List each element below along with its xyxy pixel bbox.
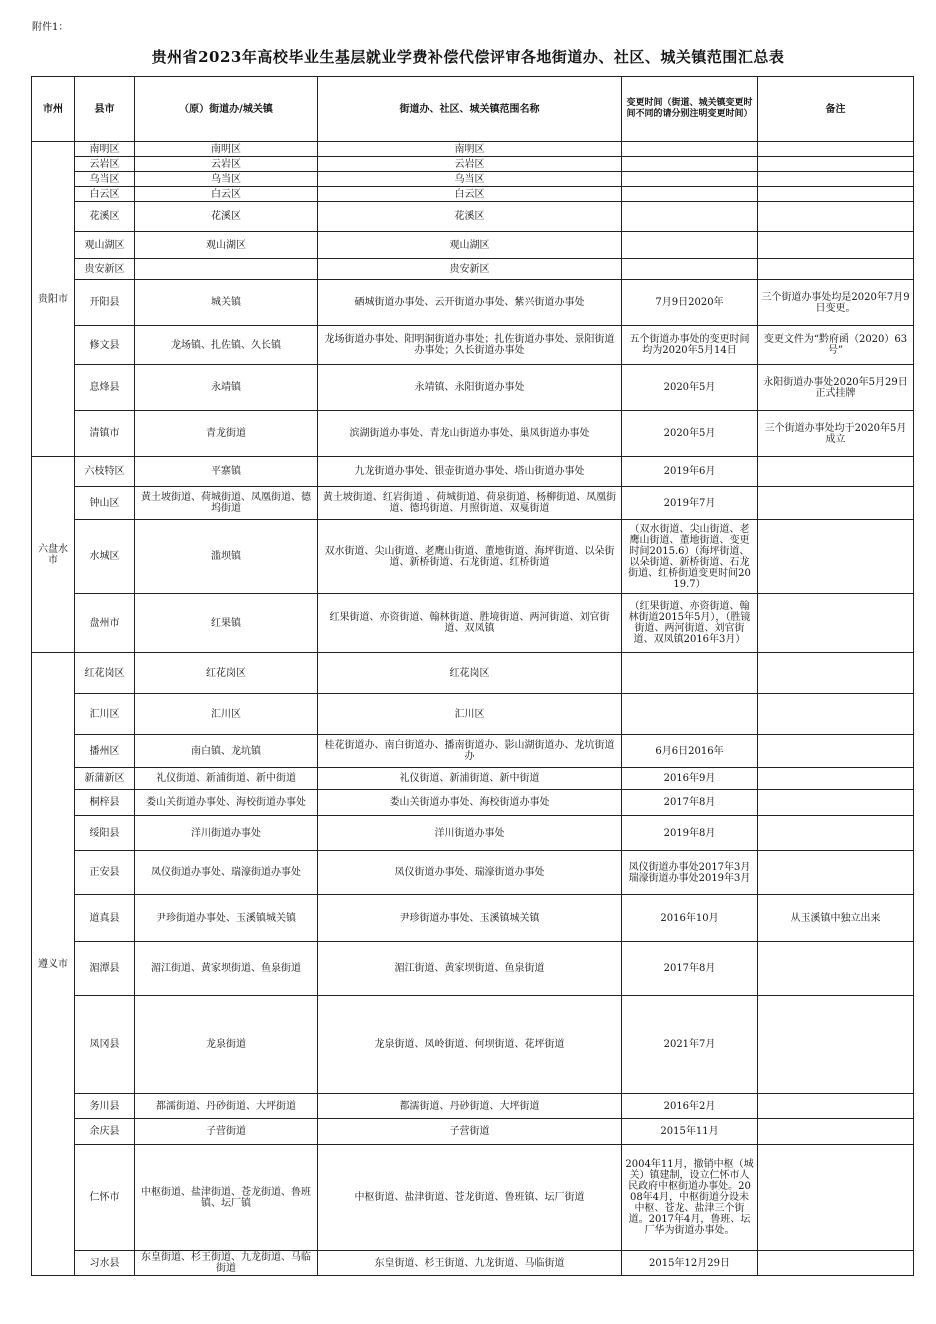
table-row xyxy=(32,365,914,411)
cell-original: 红花岗区 xyxy=(135,653,318,694)
cell-city: 贵阳市 xyxy=(32,142,75,457)
cell-scope: 龙泉街道、凤岭街道、何坝街道、花坪街道 xyxy=(318,996,622,1094)
table-row xyxy=(32,520,914,594)
cell-change-time: 2015年12月29日 xyxy=(622,1251,758,1276)
cell-change-time: 2019年6月 xyxy=(622,457,758,487)
cell-county: 仁怀市 xyxy=(75,1145,135,1251)
cell-change-time: 2020年5月 xyxy=(622,365,758,411)
cell-scope: 双水街道、尖山街道、老鹰山街道、董地街道、海坪街道、以朵街道、新桥街道、石龙街道、红桥街道 xyxy=(318,520,622,594)
cell-original: 都濡街道、丹砂街道、大坪街道 xyxy=(135,1094,318,1119)
table-row xyxy=(32,142,914,157)
table-row xyxy=(32,790,914,816)
cell-change-time: 2020年5月 xyxy=(622,411,758,457)
cell-scope: 中枢街道、盐津街道、苍龙街道、鲁班镇、坛厂街道 xyxy=(318,1145,622,1251)
cell-scope: 乌当区 xyxy=(318,172,622,187)
cell-scope: 花溪区 xyxy=(318,202,622,232)
cell-note xyxy=(758,1145,914,1251)
cell-note: 从玉溪镇中独立出来 xyxy=(758,895,914,942)
table-row xyxy=(32,202,914,232)
cell-original: 白云区 xyxy=(135,187,318,202)
cell-county: 六枝特区 xyxy=(75,457,135,487)
table-row xyxy=(32,694,914,735)
cell-note xyxy=(758,1119,914,1145)
cell-original: 东皇街道、杉王街道、九龙街道、马临街道 xyxy=(135,1251,318,1276)
cell-note xyxy=(758,653,914,694)
cell-original: 南明区 xyxy=(135,142,318,157)
cell-scope: 子营街道 xyxy=(318,1119,622,1145)
cell-original: 凤仪街道办事处、瑞濠街道办事处 xyxy=(135,851,318,895)
cell-original: 礼仪街道、新浦街道、新中街道 xyxy=(135,768,318,790)
cell-scope: 永靖镇、永阳街道办事处 xyxy=(318,365,622,411)
cell-original: 青龙街道 xyxy=(135,411,318,457)
header-scope: 街道办、社区、城关镇范围名称 xyxy=(318,77,622,142)
attachment-label: 附件1： xyxy=(32,22,69,33)
table-row xyxy=(32,280,914,326)
cell-change-time: 2016年10月 xyxy=(622,895,758,942)
table-row xyxy=(32,594,914,653)
cell-change-time xyxy=(622,142,758,157)
cell-original: 洋川街道办事处 xyxy=(135,816,318,851)
cell-county: 花溪区 xyxy=(75,202,135,232)
cell-original: 黄土坡街道、荷城街道、凤凰街道、德坞街道 xyxy=(135,487,318,520)
cell-change-time: （红果街道、亦资街道、翰林街道2015年5月），（胜镜街道、两河街道、刘官街道、双凤镇2016年3月） xyxy=(622,594,758,653)
cell-change-time: 五个街道办事处的变更时间均为2020年5月14日 xyxy=(622,326,758,365)
cell-note xyxy=(758,594,914,653)
cell-change-time: 2004年11月，撤销中枢（城关）镇建制，设立仁怀市人民政府中枢街道办事处。2008年4月，中枢街道分设未中枢、苍龙、盐津三个街道。2017年4月，鲁班、坛厂华为街道办事处。 xyxy=(622,1145,758,1251)
cell-note xyxy=(758,942,914,996)
table-row xyxy=(32,457,914,487)
cell-note xyxy=(758,996,914,1094)
cell-county: 汇川区 xyxy=(75,694,135,735)
cell-change-time: 2019年7月 xyxy=(622,487,758,520)
table-row xyxy=(32,851,914,895)
table-row xyxy=(32,172,914,187)
cell-scope: 桂花街道办、南白街道办、播南街道办、影山湖街道办、龙坑街道办 xyxy=(318,735,622,768)
cell-note xyxy=(758,694,914,735)
cell-scope: 滨湖街道办事处、青龙山街道办事处、巢凤街道办事处 xyxy=(318,411,622,457)
cell-change-time: 2016年2月 xyxy=(622,1094,758,1119)
cell-note xyxy=(758,202,914,232)
cell-original: 永靖镇 xyxy=(135,365,318,411)
cell-original: 城关镇 xyxy=(135,280,318,326)
cell-county: 南明区 xyxy=(75,142,135,157)
table-row xyxy=(32,326,914,365)
cell-original: 龙泉街道 xyxy=(135,996,318,1094)
table-body xyxy=(32,142,914,1276)
cell-change-time: （双水街道、尖山街道、老鹰山街道、董地街道、变更时间2015.6）（海坪街道、以朵街道、新桥街道、石龙街道、红桥街道变更时间2019.7） xyxy=(622,520,758,594)
table-row xyxy=(32,187,914,202)
cell-note: 三个街道办事处均是2020年7月9日变更。 xyxy=(758,280,914,326)
cell-original: 中枢街道、盐津街道、苍龙街道、鲁班镇、坛厂镇 xyxy=(135,1145,318,1251)
cell-scope: 云岩区 xyxy=(318,157,622,172)
table-row xyxy=(32,1251,914,1276)
cell-county: 云岩区 xyxy=(75,157,135,172)
cell-scope: 凤仪街道办事处、瑞濠街道办事处 xyxy=(318,851,622,895)
cell-original: 滥坝镇 xyxy=(135,520,318,594)
cell-change-time xyxy=(622,202,758,232)
cell-note: 三个街道办事处均于2020年5月成立 xyxy=(758,411,914,457)
cell-scope: 湄江街道、黄家坝街道、鱼泉街道 xyxy=(318,942,622,996)
cell-change-time xyxy=(622,653,758,694)
cell-note xyxy=(758,187,914,202)
cell-county: 湄潭县 xyxy=(75,942,135,996)
cell-change-time xyxy=(622,694,758,735)
cell-city: 六盘水市 xyxy=(32,457,75,653)
cell-note xyxy=(758,142,914,157)
table-row xyxy=(32,411,914,457)
cell-scope: 观山湖区 xyxy=(318,232,622,259)
summary-table xyxy=(31,76,914,1276)
cell-note xyxy=(758,232,914,259)
cell-scope: 娄山关街道办事处、海校街道办事处 xyxy=(318,790,622,816)
cell-scope: 洋川街道办事处 xyxy=(318,816,622,851)
cell-change-time xyxy=(622,157,758,172)
cell-note xyxy=(758,1094,914,1119)
table-row xyxy=(32,1145,914,1251)
cell-original: 花溪区 xyxy=(135,202,318,232)
table-row xyxy=(32,735,914,768)
cell-change-time: 7月9日2020年 xyxy=(622,280,758,326)
cell-change-time xyxy=(622,259,758,280)
cell-scope: 硒城街道办事处、云开街道办事处、紫兴街道办事处 xyxy=(318,280,622,326)
cell-county: 盘州市 xyxy=(75,594,135,653)
cell-county: 新蒲新区 xyxy=(75,768,135,790)
cell-change-time: 6月6日2016年 xyxy=(622,735,758,768)
cell-change-time xyxy=(622,232,758,259)
table-row xyxy=(32,157,914,172)
header-city: 市州 xyxy=(32,77,75,142)
cell-county: 观山湖区 xyxy=(75,232,135,259)
cell-county: 务川县 xyxy=(75,1094,135,1119)
cell-scope: 都濡街道、丹砂街道、大坪街道 xyxy=(318,1094,622,1119)
cell-note xyxy=(758,1251,914,1276)
cell-change-time: 2016年9月 xyxy=(622,768,758,790)
cell-county: 水城区 xyxy=(75,520,135,594)
header-change-time: 变更时间（街道、城关镇变更时间不同的请分别注明变更时间） xyxy=(622,77,758,142)
cell-original: 子营街道 xyxy=(135,1119,318,1145)
table-row xyxy=(32,942,914,996)
cell-scope: 礼仪街道、新浦街道、新中街道 xyxy=(318,768,622,790)
cell-county: 绥阳县 xyxy=(75,816,135,851)
cell-note xyxy=(758,735,914,768)
table-row xyxy=(32,653,914,694)
cell-scope: 尹珍街道办事处、玉溪镇城关镇 xyxy=(318,895,622,942)
cell-original: 云岩区 xyxy=(135,157,318,172)
cell-original: 观山湖区 xyxy=(135,232,318,259)
cell-note xyxy=(758,768,914,790)
document-title: 贵州省2023年高校毕业生基层就业学费补偿代偿评审各地街道办、社区、城关镇范围汇总表 xyxy=(151,48,785,66)
header-original: （原）街道办/城关镇 xyxy=(135,77,318,142)
cell-scope: 红果街道、亦资街道、翰林街道、胜境街道、两河街道、刘官街道、双凤镇 xyxy=(318,594,622,653)
cell-scope: 东皇街道、杉王街道、九龙街道、马临街道 xyxy=(318,1251,622,1276)
table-row xyxy=(32,816,914,851)
cell-original xyxy=(135,259,318,280)
cell-original: 汇川区 xyxy=(135,694,318,735)
table-row xyxy=(32,259,914,280)
cell-note: 永阳街道办事处2020年5月29日正式挂牌 xyxy=(758,365,914,411)
cell-note xyxy=(758,790,914,816)
cell-county: 白云区 xyxy=(75,187,135,202)
cell-county: 乌当区 xyxy=(75,172,135,187)
cell-scope: 九龙街道办事处、银壶街道办事处、塔山街道办事处 xyxy=(318,457,622,487)
cell-scope: 南明区 xyxy=(318,142,622,157)
cell-change-time: 2017年8月 xyxy=(622,942,758,996)
cell-change-time xyxy=(622,172,758,187)
cell-scope: 汇川区 xyxy=(318,694,622,735)
cell-county: 修文县 xyxy=(75,326,135,365)
cell-original: 尹珍街道办事处、玉溪镇城关镇 xyxy=(135,895,318,942)
cell-original: 龙场镇、扎佐镇、久长镇 xyxy=(135,326,318,365)
cell-county: 清镇市 xyxy=(75,411,135,457)
header-row xyxy=(32,77,914,142)
table-row xyxy=(32,996,914,1094)
cell-change-time xyxy=(622,187,758,202)
table-row xyxy=(32,1119,914,1145)
header-note: 备注 xyxy=(758,77,914,142)
cell-original: 红果镇 xyxy=(135,594,318,653)
cell-county: 正安县 xyxy=(75,851,135,895)
cell-county: 息烽县 xyxy=(75,365,135,411)
cell-county: 播州区 xyxy=(75,735,135,768)
cell-original: 乌当区 xyxy=(135,172,318,187)
table-row xyxy=(32,1094,914,1119)
table-row xyxy=(32,487,914,520)
cell-county: 钟山区 xyxy=(75,487,135,520)
cell-county: 开阳县 xyxy=(75,280,135,326)
cell-county: 贵安新区 xyxy=(75,259,135,280)
cell-change-time: 2019年8月 xyxy=(622,816,758,851)
cell-scope: 白云区 xyxy=(318,187,622,202)
cell-change-time: 凤仪街道办事处2017年3月瑞濠街道办事处2019年3月 xyxy=(622,851,758,895)
cell-change-time: 2021年7月 xyxy=(622,996,758,1094)
cell-scope: 黄土坡街道、红岩街道 、荷城街道、荷泉街道、杨柳街道、凤凰街道、德坞街道、月照街道、双戛街道 xyxy=(318,487,622,520)
cell-county: 道真县 xyxy=(75,895,135,942)
cell-note xyxy=(758,851,914,895)
cell-change-time: 2015年11月 xyxy=(622,1119,758,1145)
cell-note xyxy=(758,157,914,172)
cell-county: 桐梓县 xyxy=(75,790,135,816)
cell-change-time: 2017年8月 xyxy=(622,790,758,816)
cell-original: 南白镇、龙坑镇 xyxy=(135,735,318,768)
cell-original: 平寨镇 xyxy=(135,457,318,487)
cell-scope: 红花岗区 xyxy=(318,653,622,694)
table-row xyxy=(32,232,914,259)
cell-county: 习水县 xyxy=(75,1251,135,1276)
cell-original: 湄江街道、黄家坝街道、鱼泉街道 xyxy=(135,942,318,996)
table-row xyxy=(32,768,914,790)
cell-county: 余庆县 xyxy=(75,1119,135,1145)
cell-note xyxy=(758,172,914,187)
table-row xyxy=(32,895,914,942)
cell-scope: 龙场街道办事处、阳明洞街道办事处；扎佐街道办事处、景阳街道办事处；久长街道办事处 xyxy=(318,326,622,365)
cell-original: 娄山关街道办事处、海校街道办事处 xyxy=(135,790,318,816)
cell-city: 遵义市 xyxy=(32,653,75,1276)
cell-note xyxy=(758,487,914,520)
cell-note: 变更文件为“黔府函（2020）63号” xyxy=(758,326,914,365)
cell-note xyxy=(758,520,914,594)
cell-county: 凤冈县 xyxy=(75,996,135,1094)
header-county: 县市 xyxy=(75,77,135,142)
cell-note xyxy=(758,816,914,851)
cell-scope: 贵安新区 xyxy=(318,259,622,280)
cell-county: 红花岗区 xyxy=(75,653,135,694)
cell-note xyxy=(758,457,914,487)
cell-note xyxy=(758,259,914,280)
